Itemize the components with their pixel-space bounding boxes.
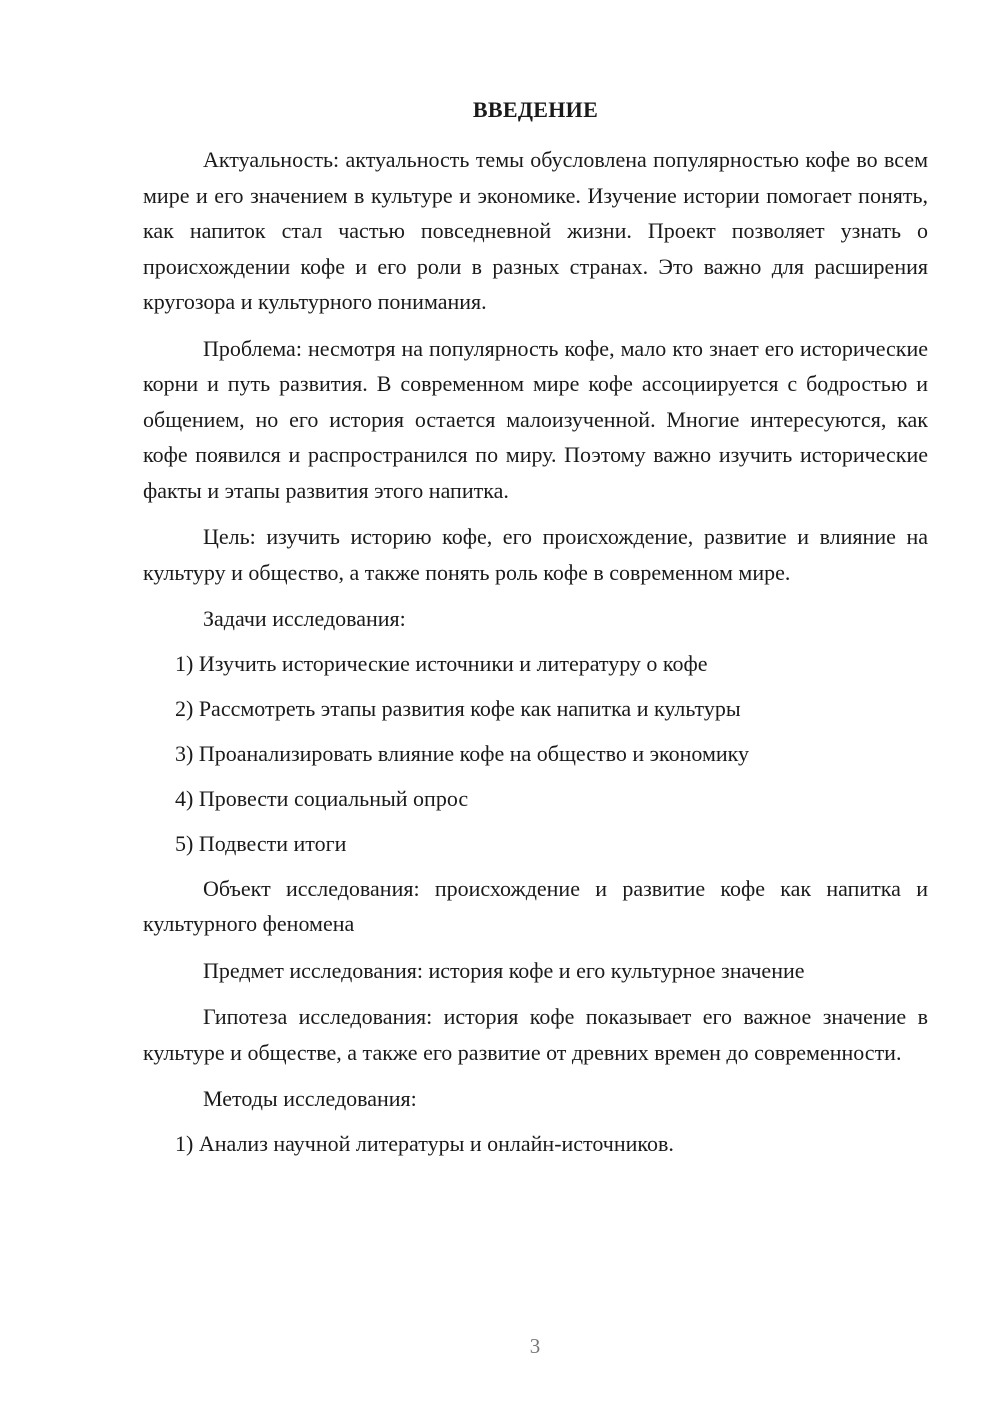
list-item: 5) Подвести итоги <box>175 830 347 856</box>
problem-paragraph: Проблема: несмотря на популярность кофе, мало кто знает его исторические корни и путь развития. В современном мире кофе ассоциируется с бодростью и общением, но его история остается малоизученной. Многие интересуются, как кофе появился и распространился по миру. Поэтому важно изучить исторические факты и этапы развития этого напитка. <box>143 335 928 503</box>
object-paragraph: Объект исследования: происхождение и развитие кофе как напитка и культурного феномена <box>143 875 928 936</box>
list-item: 1) Изучить исторические источники и литературу о кофе <box>175 650 708 676</box>
hypothesis-paragraph: Гипотеза исследования: история кофе показывает его важное значение в культуре и обществе, а также его развитие от древних времен до современности. <box>143 1004 928 1065</box>
page-number: 3 <box>529 1334 541 1358</box>
page-title: ВВЕДЕНИЕ <box>472 97 599 122</box>
list-item: 3) Проанализировать влияние кофе на общество и экономику <box>175 740 750 766</box>
goal-paragraph: Цель: изучить историю кофе, его происхождение, развитие и влияние на культуру и общество, а также понять роль кофе в современном мире. <box>143 524 928 585</box>
methods-heading: Методы исследования: <box>203 1086 417 1111</box>
tasks-list <box>143 646 928 862</box>
subject-paragraph: Предмет исследования: история кофе и его культурное значение <box>203 957 805 983</box>
list-item: 2) Рассмотреть этапы развития кофе как напитка и культуры <box>175 695 741 721</box>
relevance-paragraph: Актуальность: актуальность темы обусловлена популярностью кофе во всем мире и его значением в культуре и экономике. Изучение истории помогает понять, как напиток стал частью повседневной жизни. Проект позволяет узнать о происхождении кофе и его роли в разных странах. Это важно для расширения кругозора и культурного понимания. <box>143 147 928 314</box>
methods-list <box>143 1126 928 1162</box>
tasks-heading: Задачи исследования: <box>203 606 406 631</box>
list-item: 4) Провести социальный опрос <box>175 785 469 811</box>
document-page <box>143 94 928 1171</box>
list-item: 1) Анализ научной литературы и онлайн-источников. <box>175 1130 674 1156</box>
